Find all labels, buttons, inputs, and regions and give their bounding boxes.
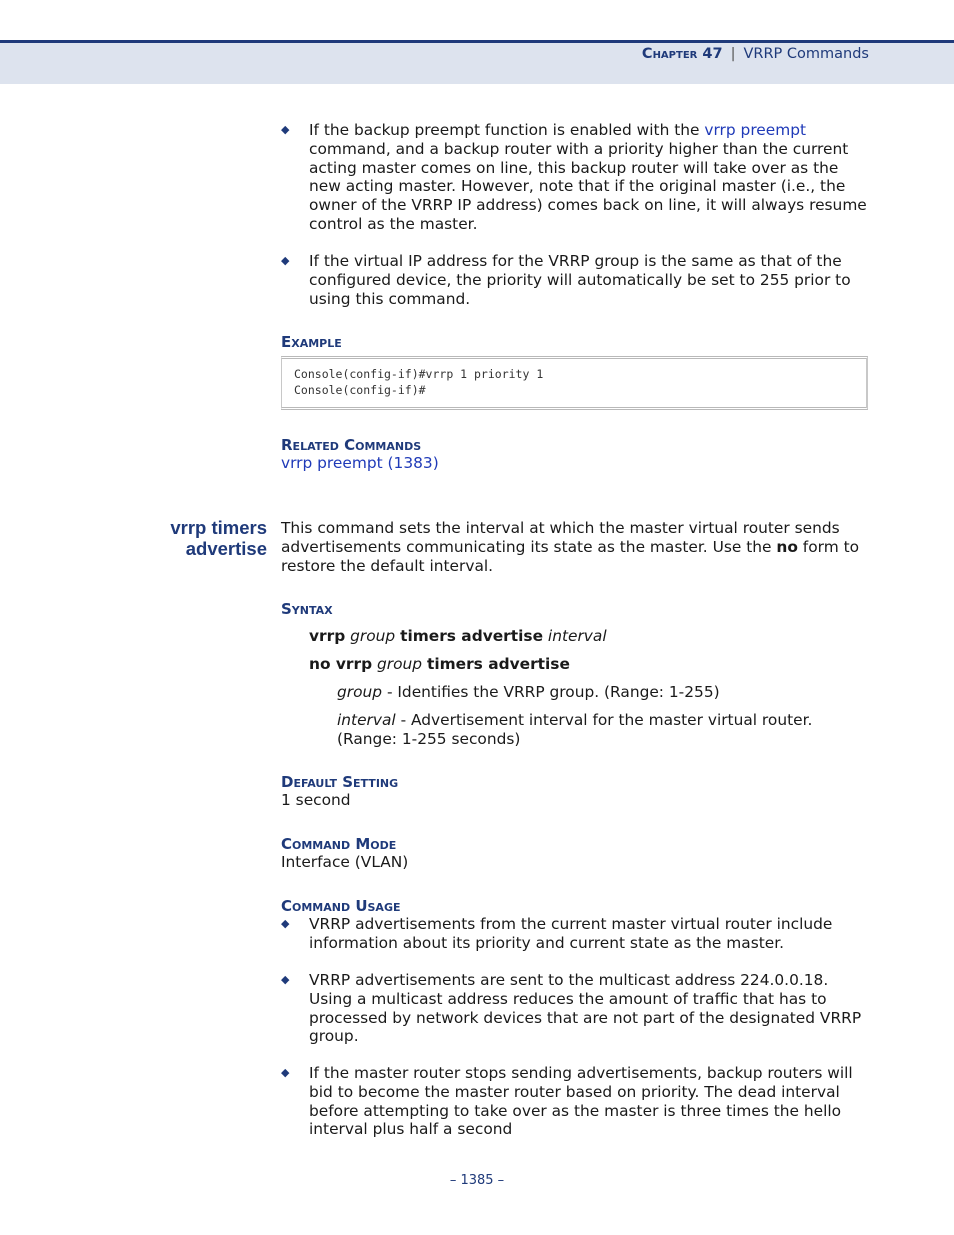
page-number: – 1385 – — [449, 1173, 505, 1188]
example-heading: Example — [281, 333, 342, 351]
vrrp-preempt-link[interactable]: vrrp preempt — [704, 121, 807, 139]
command-description: This command sets the interval at which the master virtual router sends advertisements communicating its state as the master. Use the no form to restore the default interval. — [281, 519, 860, 575]
diamond-bullet-icon: ◆ — [281, 123, 290, 136]
diamond-bullet-icon: ◆ — [281, 1066, 290, 1079]
related-command-link[interactable]: vrrp preempt (1383) — [281, 454, 439, 472]
command-title: vrrp timers advertise — [170, 517, 267, 559]
command-mode-heading: Command Mode — [281, 835, 397, 853]
header-separator: | — [730, 46, 736, 62]
running-header — [642, 44, 869, 64]
diamond-bullet-icon: ◆ — [281, 254, 290, 267]
command-usage-heading: Command Usage — [281, 897, 401, 915]
diamond-bullet-icon: ◆ — [281, 917, 290, 930]
chapter-title: VRRP Commands — [743, 46, 869, 62]
list-item: ◆ If the backup preempt function is enabled with the vrrp preempt command, and a backup router with a priority higher than the current acting master comes on line, this backup router will take over as the new acting master. However, note that if the original master (i.e., the owner of the VRRP IP address) comes back on line, it will always resume control as the master. — [281, 121, 867, 233]
chapter-label: Chapter 47 — [641, 46, 723, 62]
list-item: ◆ If the master router stops sending advertisements, backup routers will bid to become the master router based on priority. The dead interval before attempting to take over as the master is three times the hello interval plus half a second — [281, 1064, 853, 1139]
syntax-heading: Syntax — [281, 600, 333, 618]
diamond-bullet-icon: ◆ — [281, 973, 290, 986]
command-mode-value: Interface (VLAN) — [281, 853, 409, 871]
parameter-group: group - Identifies the VRRP group. (Range: 1-255) — [337, 683, 720, 701]
list-item: ◆ VRRP advertisements from the current master virtual router include information about its priority and current state as the master. — [281, 915, 833, 952]
code-line: Console(config-if)#vrrp 1 priority 1 — [294, 367, 544, 381]
syntax-line: no vrrp group timers advertise — [309, 655, 570, 673]
related-commands-heading: Related Commands — [281, 436, 422, 454]
default-setting-heading: Default Setting — [281, 773, 399, 791]
code-line: Console(config-if)# — [294, 383, 426, 397]
list-item: ◆ VRRP advertisements are sent to the multicast address 224.0.0.18. Using a multicast address reduces the amount of traffic that has to processed by network devices that are not part of the designated VRRP group. — [281, 971, 862, 1046]
default-setting-value: 1 second — [281, 791, 351, 809]
parameter-interval: interval - Advertisement interval for the master virtual router. (Range: 1-255 seconds) — [337, 711, 813, 748]
syntax-line: vrrp group timers advertise interval — [309, 627, 607, 645]
list-item: ◆ If the virtual IP address for the VRRP group is the same as that of the configured device, the priority will automatically be set to 255 prior to using this command. — [281, 252, 851, 308]
